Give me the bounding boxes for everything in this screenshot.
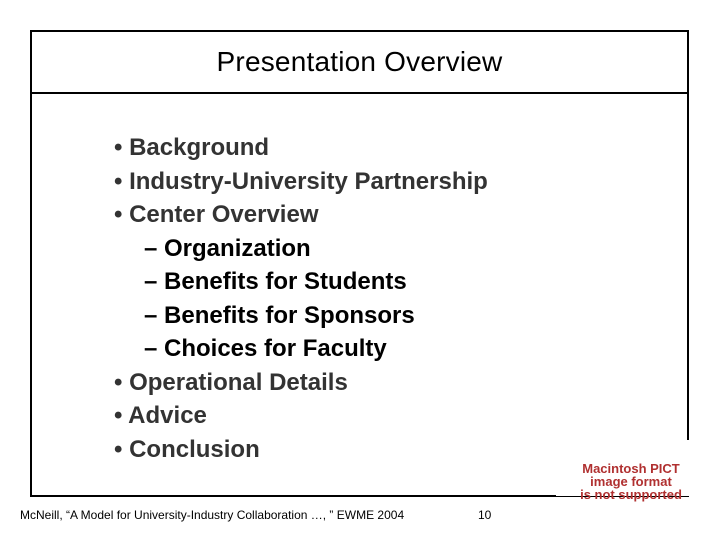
bullet-item: • Conclusion [114,435,260,463]
bullet-item: • Background [114,134,270,161]
bullet-item: • Operational Details [114,368,348,396]
sub-bullet-item: – Benefits for Students [144,268,407,295]
unsupported-image-placeholder [556,462,706,501]
sub-bullet-item: – Choices for Faculty [144,335,387,362]
placeholder-line: is not supported [580,487,682,502]
sub-bullet-item: – Organization [144,234,311,262]
bullet-item: • Center Overview [114,201,319,228]
sub-bullet-item: – Benefits for Sponsors [144,301,415,329]
bullet-item: • Advice [114,402,207,429]
footer-citation: McNeill, “A Model for University-Industry Collaboration …, ” EWME 2004 [20,508,405,522]
placeholder-line: Macintosh PICT [582,461,680,476]
bullet-item: • Industry-University Partnership [114,167,488,195]
placeholder-line: image format [590,474,672,489]
slide-title: Presentation Overview [216,46,503,77]
title-box [30,30,689,94]
slide-number: 10 [478,508,492,522]
bullet-list [114,131,488,466]
